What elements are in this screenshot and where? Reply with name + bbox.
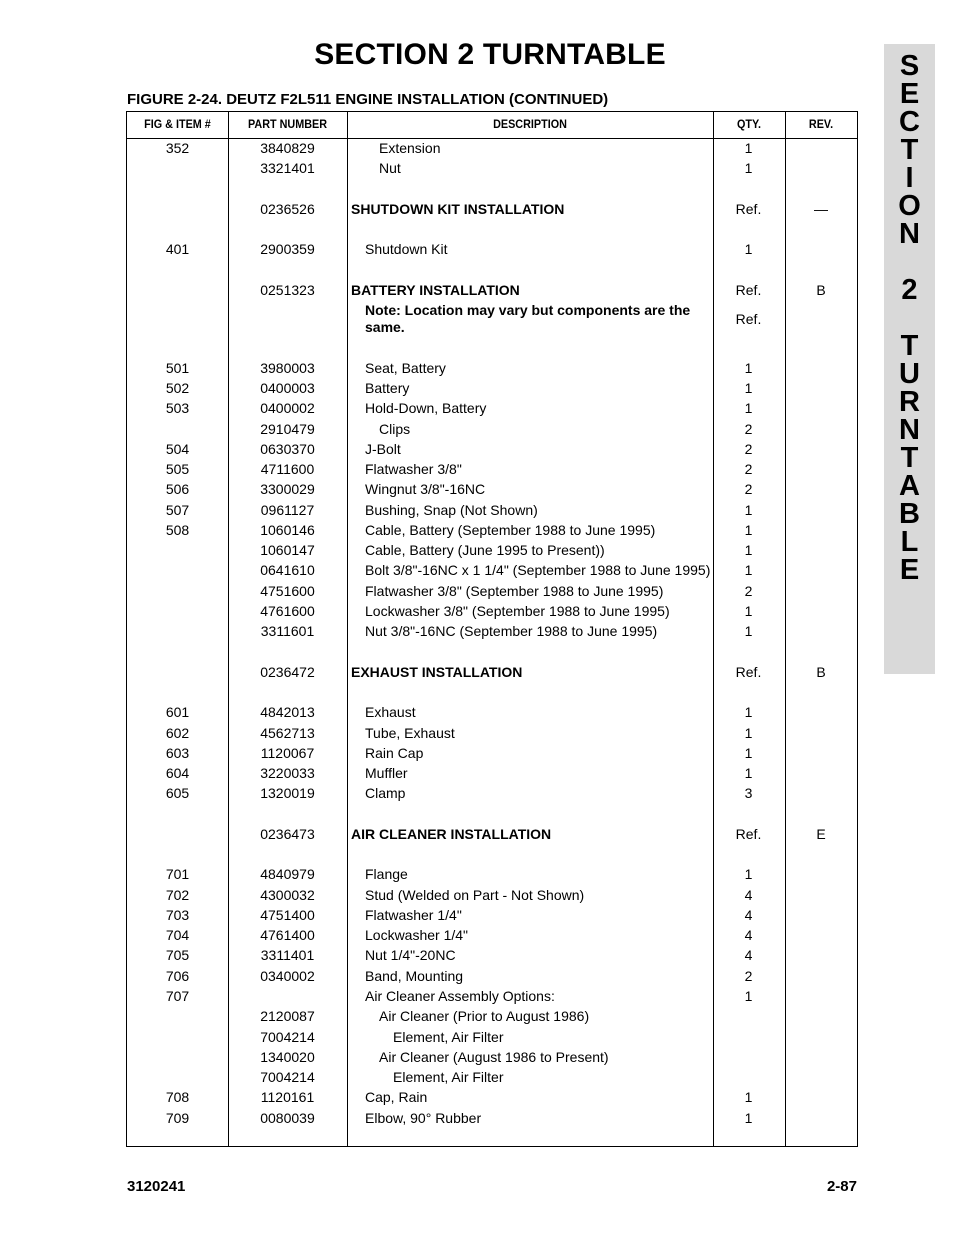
part-number-cell: 4751600 — [260, 583, 315, 599]
part-number-cell: 0641610 — [260, 562, 315, 578]
section-side-tab — [884, 44, 935, 674]
part-number-cell: 0080039 — [260, 1110, 315, 1126]
part-number-cell: 3840829 — [260, 140, 315, 156]
fig-item-cell: 352 — [165, 140, 190, 156]
part-number-cell: 3321401 — [260, 160, 315, 176]
header-fig-item: FIG & ITEM # — [144, 117, 211, 131]
part-number-cell: 4761600 — [260, 603, 315, 619]
rev-cell: — — [814, 201, 828, 217]
page-number: 2-87 — [826, 1178, 857, 1195]
rev-cell: E — [816, 826, 826, 842]
description-cell: Nut — [379, 160, 401, 176]
part-number-cell: 4751400 — [260, 907, 315, 923]
qty-cell: 1 — [744, 745, 753, 761]
side-tab-letter: N — [899, 218, 920, 250]
part-number-cell: 3980003 — [260, 360, 315, 376]
fig-item-cell: 709 — [165, 1110, 190, 1126]
description-cell: Nut 3/8"-16NC (September 1988 to June 1995) — [365, 623, 658, 639]
part-number-cell: 0236473 — [260, 826, 315, 842]
qty-cell: 1 — [744, 360, 753, 376]
side-tab-letter: E — [899, 554, 920, 586]
part-number-cell: 1120067 — [260, 745, 315, 761]
description-cell: Air Cleaner (Prior to August 1986) — [379, 1008, 590, 1024]
part-number-cell: 3220033 — [260, 765, 315, 781]
qty-cell: 2 — [744, 461, 753, 477]
description-cell: Exhaust — [365, 704, 416, 720]
side-tab-letter: R — [899, 386, 920, 418]
fig-item-cell: 705 — [165, 947, 190, 963]
description-cell: Tube, Exhaust — [365, 725, 455, 741]
fig-item-cell: 704 — [165, 927, 190, 943]
qty-cell: 4 — [744, 927, 753, 943]
side-tab-letter: S — [899, 50, 920, 82]
part-number-cell: 0251323 — [260, 282, 315, 298]
part-number-cell: 1320019 — [260, 785, 315, 801]
qty-cell: 4 — [744, 887, 753, 903]
page-title: SECTION 2 TURNTABLE — [314, 38, 666, 71]
description-cell: Cable, Battery (June 1995 to Present)) — [365, 542, 605, 558]
qty-cell: 2 — [744, 441, 753, 457]
qty-cell: Ref. — [735, 282, 762, 298]
part-number-cell: 3300029 — [260, 481, 315, 497]
part-number-cell: 0400003 — [260, 380, 315, 396]
description-cell: J-Bolt — [365, 441, 401, 457]
side-tab-letter: B — [899, 498, 920, 530]
header-description: DESCRIPTION — [493, 117, 567, 131]
column-divider — [347, 112, 348, 1146]
qty-cell: 2 — [744, 481, 753, 497]
qty-cell: 1 — [744, 522, 753, 538]
qty-cell: 1 — [744, 502, 753, 518]
header-part-number: PART NUMBER — [247, 117, 328, 131]
description-cell: Note: Location may vary but components are the same. — [365, 302, 691, 335]
side-tab-letter: N — [899, 414, 920, 446]
description-cell: Battery — [365, 380, 410, 396]
description-cell: Lockwasher 3/8" (September 1988 to June 1995) — [365, 603, 670, 619]
part-number-cell: 2120087 — [260, 1008, 315, 1024]
description-cell: Shutdown Kit — [365, 241, 448, 257]
description-cell: Flange — [365, 866, 408, 882]
part-number-cell: 1060147 — [260, 542, 315, 558]
part-number-cell: 4840979 — [260, 866, 315, 882]
part-number-cell: 1340020 — [260, 1049, 315, 1065]
fig-item-cell: 601 — [165, 704, 190, 720]
side-tab-letter: I — [905, 162, 914, 194]
part-number-cell: 4711600 — [260, 461, 315, 477]
part-number-cell: 0236472 — [260, 664, 315, 680]
qty-cell: 2 — [744, 421, 753, 437]
part-number-cell: 0630370 — [260, 441, 315, 457]
qty-cell: 1 — [744, 241, 753, 257]
description-cell: Wingnut 3/8"-16NC — [365, 481, 486, 497]
description-cell: Element, Air Filter — [393, 1069, 504, 1085]
description-cell: SHUTDOWN KIT INSTALLATION — [351, 201, 565, 217]
part-number-cell: 4300032 — [260, 887, 315, 903]
description-cell: Clamp — [365, 785, 406, 801]
part-number-cell: 0236526 — [260, 201, 315, 217]
side-tab-letter: C — [899, 106, 920, 138]
description-cell: Hold-Down, Battery — [365, 400, 487, 416]
qty-cell: 1 — [744, 765, 753, 781]
qty-cell: 1 — [744, 562, 753, 578]
description-cell: Band, Mounting — [365, 968, 464, 984]
parts-table — [126, 111, 858, 1147]
qty-cell: 1 — [744, 704, 753, 720]
column-divider — [785, 112, 786, 1146]
fig-item-cell: 707 — [165, 988, 190, 1004]
qty-cell: 1 — [744, 140, 753, 156]
part-number-cell: 4562713 — [260, 725, 315, 741]
description-cell: Bolt 3/8"-16NC x 1 1/4" (September 1988 to June 1995) — [365, 562, 711, 578]
qty-cell: 1 — [744, 988, 753, 1004]
description-cell: Bushing, Snap (Not Shown) — [365, 502, 538, 518]
description-cell: BATTERY INSTALLATION — [351, 282, 520, 298]
fig-item-cell: 505 — [165, 461, 190, 477]
side-tab-letter: L — [900, 526, 919, 558]
qty-cell: Ref. — [735, 664, 762, 680]
fig-item-cell: 603 — [165, 745, 190, 761]
document-number: 3120241 — [127, 1178, 186, 1195]
description-cell: Flatwasher 1/4" — [365, 907, 462, 923]
qty-cell: 2 — [744, 968, 753, 984]
description-cell: EXHAUST INSTALLATION — [351, 664, 523, 680]
qty-cell: 1 — [744, 1110, 753, 1126]
qty-cell: 2 — [744, 583, 753, 599]
fig-item-cell: 703 — [165, 907, 190, 923]
qty-cell: Ref. — [735, 201, 762, 217]
fig-item-cell: 605 — [165, 785, 190, 801]
description-cell: Cable, Battery (September 1988 to June 1995) — [365, 522, 656, 538]
header-rev: REV. — [808, 117, 834, 131]
fig-item-cell: 706 — [165, 968, 190, 984]
side-tab-letter: T — [900, 134, 919, 166]
fig-item-cell: 506 — [165, 481, 190, 497]
rev-cell: B — [816, 282, 826, 298]
part-number-cell: 7004214 — [260, 1029, 315, 1045]
side-tab-letter: U — [899, 358, 920, 390]
description-cell: Rain Cap — [365, 745, 424, 761]
part-number-cell: 1060146 — [260, 522, 315, 538]
description-cell: Clips — [379, 421, 411, 437]
description-cell: Air Cleaner (August 1986 to Present) — [379, 1049, 609, 1065]
fig-item-cell: 702 — [165, 887, 190, 903]
qty-cell: Ref. — [735, 311, 762, 327]
part-number-cell: 4842013 — [260, 704, 315, 720]
header-divider — [127, 138, 857, 139]
side-tab-letter: 2 — [901, 274, 918, 306]
side-tab-letter: T — [900, 442, 919, 474]
description-cell: Flatwasher 3/8" — [365, 461, 462, 477]
fig-item-cell: 508 — [165, 522, 190, 538]
qty-cell: 1 — [744, 725, 753, 741]
part-number-cell: 1120161 — [260, 1089, 315, 1105]
part-number-cell: 2900359 — [260, 241, 315, 257]
part-number-cell: 0961127 — [260, 502, 315, 518]
description-cell: Air Cleaner Assembly Options: — [365, 988, 555, 1004]
part-number-cell: 7004214 — [260, 1069, 315, 1085]
description-cell: AIR CLEANER INSTALLATION — [351, 826, 552, 842]
fig-item-cell: 501 — [165, 360, 190, 376]
fig-item-cell: 602 — [165, 725, 190, 741]
fig-item-cell: 708 — [165, 1089, 190, 1105]
fig-item-cell: 502 — [165, 380, 190, 396]
description-cell: Nut 1/4"-20NC — [365, 947, 456, 963]
part-number-cell: 3311401 — [260, 947, 315, 963]
fig-item-cell: 503 — [165, 400, 190, 416]
qty-cell: 4 — [744, 947, 753, 963]
side-tab-letter: T — [900, 330, 919, 362]
fig-item-cell: 504 — [165, 441, 190, 457]
description-cell: Seat, Battery — [365, 360, 446, 376]
part-number-cell: 2910479 — [260, 421, 315, 437]
part-number-cell: 4761400 — [260, 927, 315, 943]
side-tab-letter: A — [899, 470, 920, 502]
description-cell: Cap, Rain — [365, 1089, 428, 1105]
header-qty: QTY. — [736, 117, 761, 131]
fig-item-cell: 701 — [165, 866, 190, 882]
qty-cell: 1 — [744, 603, 753, 619]
qty-cell: 1 — [744, 542, 753, 558]
fig-item-cell: 604 — [165, 765, 190, 781]
side-tab-letter: E — [899, 78, 920, 110]
qty-cell: 1 — [744, 1089, 753, 1105]
qty-cell: Ref. — [735, 826, 762, 842]
part-number-cell: 0340002 — [260, 968, 315, 984]
qty-cell: 1 — [744, 400, 753, 416]
description-cell: Elbow, 90° Rubber — [365, 1110, 482, 1126]
part-number-cell: 3311601 — [260, 623, 315, 639]
figure-title: FIGURE 2-24. DEUTZ F2L511 ENGINE INSTALLATION (CONTINUED) — [127, 91, 609, 108]
description-cell: Muffler — [365, 765, 408, 781]
qty-cell: 1 — [744, 380, 753, 396]
fig-item-cell: 507 — [165, 502, 190, 518]
qty-cell: 1 — [744, 866, 753, 882]
qty-cell: 1 — [744, 623, 753, 639]
rev-cell: B — [816, 664, 826, 680]
description-cell: Element, Air Filter — [393, 1029, 504, 1045]
description-cell: Lockwasher 1/4" — [365, 927, 469, 943]
part-number-cell: 0400002 — [260, 400, 315, 416]
qty-cell: 1 — [744, 160, 753, 176]
description-cell: Stud (Welded on Part - Not Shown) — [365, 887, 585, 903]
side-tab-letter: O — [898, 190, 921, 222]
description-cell: Flatwasher 3/8" (September 1988 to June 1995) — [365, 583, 664, 599]
fig-item-cell: 401 — [165, 241, 190, 257]
description-cell: Extension — [379, 140, 441, 156]
qty-cell: 4 — [744, 907, 753, 923]
qty-cell: 3 — [744, 785, 753, 801]
